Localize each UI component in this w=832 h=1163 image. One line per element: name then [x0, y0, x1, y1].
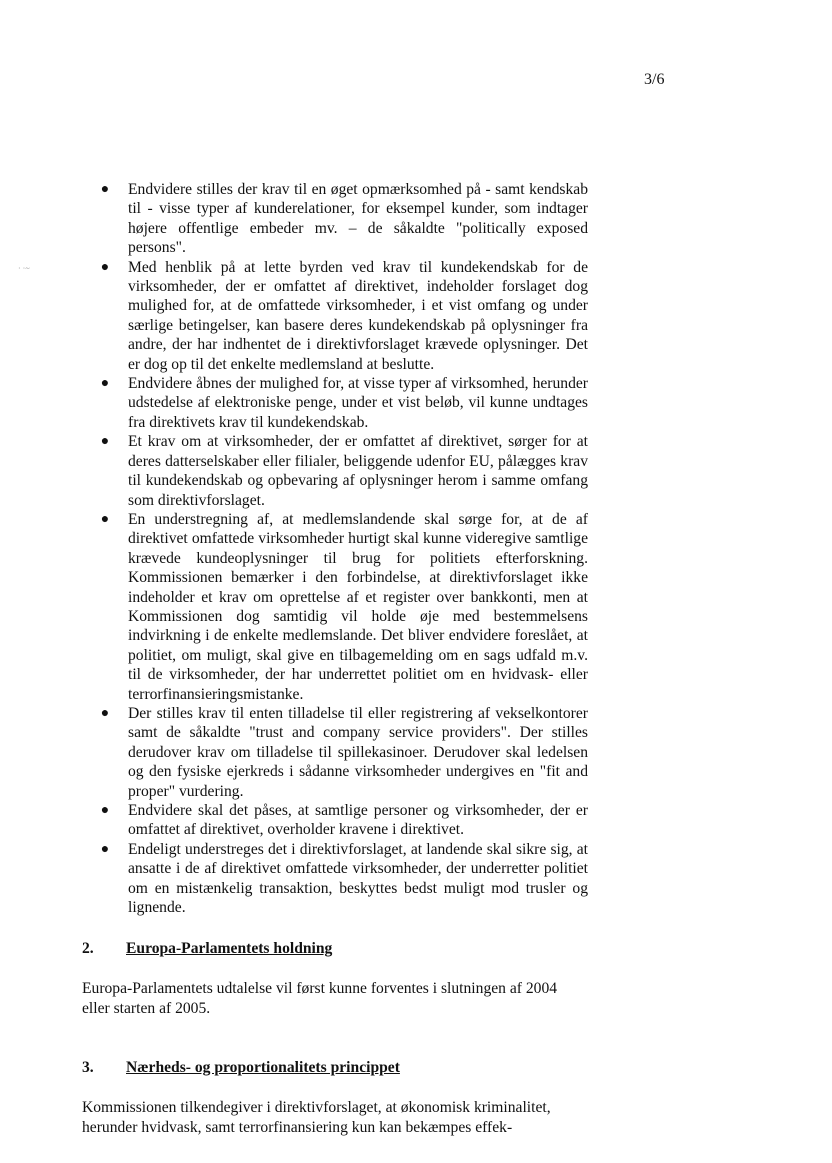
section-heading-3: [82, 1058, 400, 1078]
section-heading-2: [82, 939, 332, 959]
list-item-text: Endvidere skal det påses, at samtlige personer og virksomheder, der er omfattet af direktivet, overholder kravene i direktivet.: [128, 802, 588, 839]
scan-margin-mark: · ·~: [18, 264, 30, 273]
section-paragraph-3: Kommissionen tilkendegiver i direktivforslaget, at økonomisk kriminalitet, herunder hvidvask, samt terrorfinansiering kun kan bekæmpes effek-: [82, 1099, 551, 1136]
list-item: [98, 840, 588, 918]
bullet-icon: ●: [100, 705, 110, 721]
list-item: [98, 510, 588, 704]
bullet-icon: ●: [100, 434, 110, 450]
list-item-text: En understregning af, at medlemslandende skal sørge for, at de af direktivet omfattede virksomheder hurtigt skal kunne videregive samtlige krævede kundeoplysninger til brug for politiets efterforskning. Kommissionen bemærker i den forbindelse, at direktivforslaget ikke indeholder et krav om oprettelse af et register over bankkonti, men at Kommissionen dog samtidig vil holde øje med bestemmelsens indvirkning i de enkelte medlemslande. Det bliver endvidere foreslået, at politiet, om muligt, skal give en tilbagemelding om en sags udfald m.v. til de virksomheder, der har underrettet politiet om en hvidvask- eller terrorfinansieringsmistanke.: [128, 510, 588, 703]
list-item: [98, 180, 588, 258]
list-item: [98, 374, 588, 432]
bullet-icon: ●: [100, 182, 110, 197]
list-item: [98, 704, 588, 801]
page-number: 3/6: [644, 71, 665, 88]
section-paragraph-2: Europa-Parlamentets udtalelse vil først kunne forventes i slutningen af 2004 eller starten af 2005.: [82, 980, 558, 1017]
bullet-icon: ●: [100, 259, 110, 275]
list-item-text: Der stilles krav til enten tilladelse til eller registrering af vekselkontorer samt de såkaldte "trust and company service providers". Der stilles derudover krav om tilladelse til spillekasinoer. Derudover skal ledelsen og den fysiske ejerkreds i sådanne virksomheder undergives en "fit and proper" vurdering.: [128, 704, 588, 800]
bullet-icon: ●: [100, 803, 110, 818]
section-title: Nærheds- og proportionalitets princippet: [126, 1059, 400, 1076]
section-title: Europa-Parlamentets holdning: [126, 940, 333, 957]
list-item: [98, 432, 588, 510]
bullet-icon: ●: [100, 841, 110, 857]
list-item-text: Endvidere åbnes der mulighed for, at visse typer af virksomhed, herunder udstedelse af elektroniske penge, under et vist beløb, vil kunne undtages fra direktivets krav til kundekendskab.: [128, 375, 588, 431]
section-number: 3.: [82, 1059, 94, 1076]
bullet-icon: ●: [100, 511, 110, 527]
list-item-text: Med henblik på at lette byrden ved krav til kundekendskab for de virksomheder, der er omfattet af direktivet, indeholder forslaget dog mulighed for, at de omfattede virksomheder, i et vist omfang og under særlige betingelser, kan basere deres kundekendskab på oplysninger fra andre, der har indhentet de i direktivforslaget krævede oplysninger. Det er dog op til det enkelte medlemsland at beslutte.: [128, 258, 588, 373]
list-item-text: Et krav om at virksomheder, der er omfattet af direktivet, sørger for at deres datterselskaber eller filialer, beliggende udenfor EU, pålægges krav til kundekendskab og opbevaring af oplysninger herom i samme omfang som direktivforslaget.: [128, 433, 588, 509]
bullet-list: [98, 180, 588, 917]
list-item: [98, 258, 588, 374]
list-item: [98, 801, 588, 840]
bullet-icon: ●: [100, 376, 110, 392]
list-item-text: Endeligt understreges det i direktivforslaget, at landende skal sikre sig, at ansatte i de af direktivet omfattede virksomheder, der underretter politiet om en mistænkelig transaktion, beskyttes bedst muligt mod trusler og lignende.: [128, 840, 588, 917]
section-number: 2.: [82, 940, 94, 957]
list-item-text: Endvidere stilles der krav til en øget opmærksomhed på - samt kendskab til - visse typer af kunderelationer, for eksempel kunder, som indtager højere offentlige embeder mv. – de såkaldte "politically exposed persons".: [128, 181, 588, 257]
